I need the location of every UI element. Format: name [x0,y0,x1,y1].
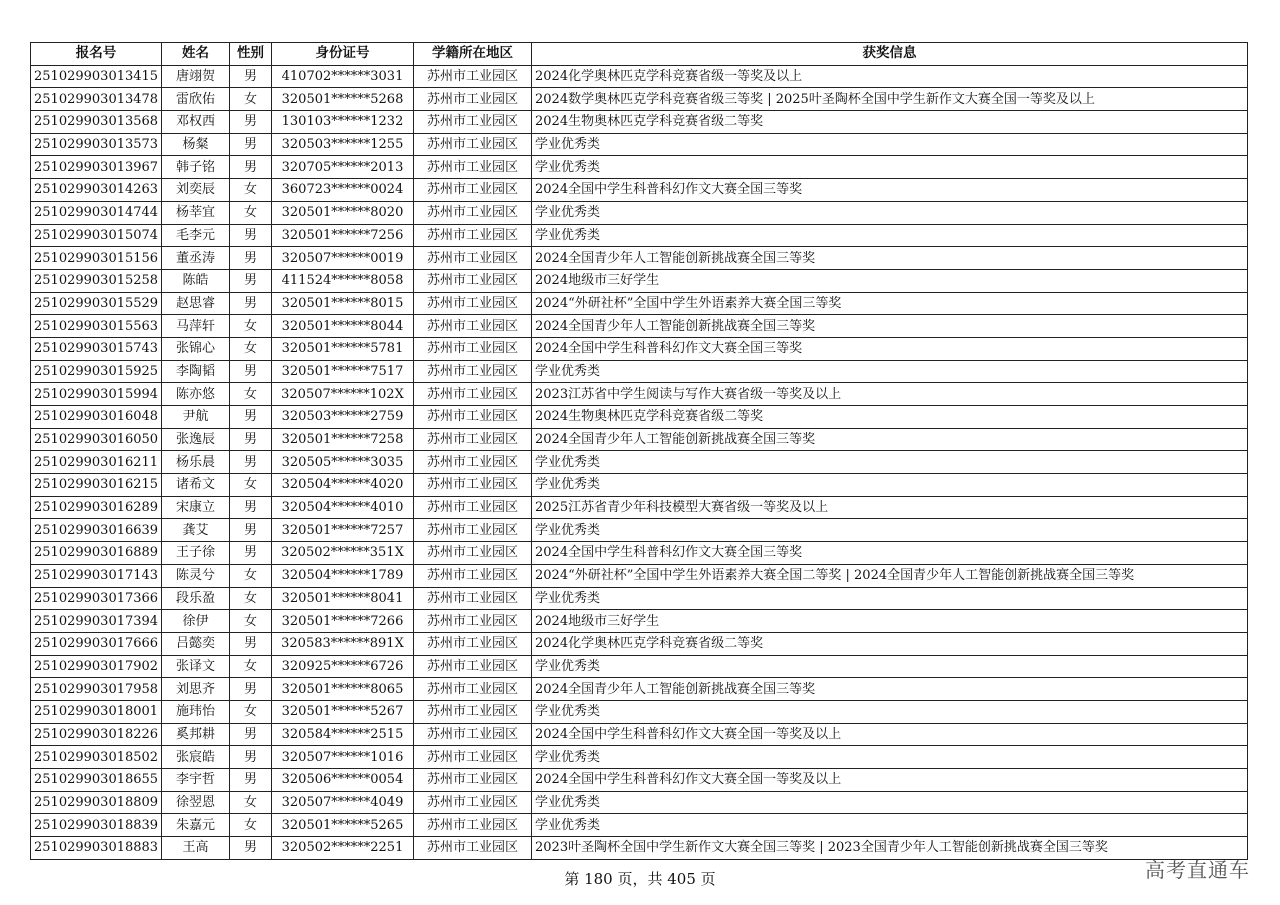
table-row [31,655,1248,678]
cell-region: 苏州市工业园区 [414,201,532,224]
page-number: 第 180 页，共 405 页 [564,870,716,888]
cell-name: 刘奕辰 [162,179,230,202]
table-row [31,247,1248,270]
cell-name: 诸希文 [162,474,230,497]
table-row [31,723,1248,746]
table-row [31,610,1248,633]
cell-name: 施玮怡 [162,700,230,723]
cell-name: 杨粲 [162,133,230,156]
cell-gender: 男 [230,65,272,88]
table-row [31,224,1248,247]
col-header-registration-no: 报名号 [31,43,162,66]
cell-gender: 男 [230,133,272,156]
cell-gender: 女 [230,383,272,406]
cell-awards: 2024“外研社杯”全国中学生外语素养大赛全国二等奖 | 2024全国青少年人工智能创新挑战赛全国三等奖 [532,564,1248,587]
cell-name: 王子徐 [162,542,230,565]
cell-gender: 男 [230,360,272,383]
cell-awards: 2024全国中学生科普科幻作文大赛全国一等奖及以上 [532,769,1248,792]
awards-table [30,42,1248,860]
watermark: 高考直通车 [1145,858,1250,882]
cell-registration-no: 251029903015743 [31,337,162,360]
cell-gender: 男 [230,723,272,746]
cell-name: 徐翌恩 [162,791,230,814]
cell-name: 赵思睿 [162,292,230,315]
cell-id-number: 320504******4020 [272,474,414,497]
cell-gender: 女 [230,315,272,338]
table-row [31,769,1248,792]
cell-registration-no: 251029903016050 [31,428,162,451]
table-row [31,428,1248,451]
cell-id-number: 320507******1016 [272,746,414,769]
cell-awards: 学业优秀类 [532,156,1248,179]
cell-id-number: 320501******7517 [272,360,414,383]
cell-awards: 2024化学奥林匹克学科竞赛省级二等奖 [532,632,1248,655]
cell-awards: 学业优秀类 [532,474,1248,497]
cell-awards: 学业优秀类 [532,519,1248,542]
cell-awards: 2025江苏省青少年科技模型大赛省级一等奖及以上 [532,496,1248,519]
col-header-awards: 获奖信息 [532,43,1248,66]
cell-region: 苏州市工业园区 [414,542,532,565]
cell-registration-no: 251029903015925 [31,360,162,383]
cell-region: 苏州市工业园区 [414,88,532,111]
cell-name: 马萍轩 [162,315,230,338]
cell-registration-no: 251029903017666 [31,632,162,655]
cell-awards: 学业优秀类 [532,133,1248,156]
cell-awards: 2024数学奥林匹克学科竞赛省级三等奖 | 2025叶圣陶杯全国中学生新作文大赛全国一等奖及以上 [532,88,1248,111]
cell-region: 苏州市工业园区 [414,814,532,837]
cell-awards: 学业优秀类 [532,360,1248,383]
cell-registration-no: 251029903017902 [31,655,162,678]
cell-awards: 2023叶圣陶杯全国中学生新作文大赛全国三等奖 | 2023全国青少年人工智能创新挑战赛全国三等奖 [532,837,1248,860]
cell-region: 苏州市工业园区 [414,360,532,383]
cell-name: 朱嘉元 [162,814,230,837]
cell-id-number: 320705******2013 [272,156,414,179]
cell-registration-no: 251029903017958 [31,678,162,701]
cell-id-number: 320505******3035 [272,451,414,474]
cell-id-number: 411524******8058 [272,269,414,292]
cell-region: 苏州市工业园区 [414,587,532,610]
cell-awards: 2024生物奥林匹克学科竞赛省级二等奖 [532,111,1248,134]
cell-registration-no: 251029903018001 [31,700,162,723]
table-row [31,111,1248,134]
cell-region: 苏州市工业园区 [414,837,532,860]
cell-awards: 学业优秀类 [532,201,1248,224]
cell-id-number: 320501******7258 [272,428,414,451]
table-row [31,292,1248,315]
col-header-gender: 性别 [230,43,272,66]
cell-name: 刘思齐 [162,678,230,701]
table-row [31,700,1248,723]
cell-id-number: 320503******2759 [272,406,414,429]
cell-registration-no: 251029903016211 [31,451,162,474]
cell-registration-no: 251029903018655 [31,769,162,792]
cell-id-number: 320502******351X [272,542,414,565]
cell-id-number: 320504******4010 [272,496,414,519]
cell-awards: 2024“外研社杯”全国中学生外语素养大赛全国三等奖 [532,292,1248,315]
table-row [31,837,1248,860]
table-row [31,88,1248,111]
cell-awards: 2024全国青少年人工智能创新挑战赛全国三等奖 [532,678,1248,701]
cell-region: 苏州市工业园区 [414,610,532,633]
col-header-name: 姓名 [162,43,230,66]
cell-name: 张译文 [162,655,230,678]
cell-gender: 男 [230,542,272,565]
cell-gender: 女 [230,655,272,678]
cell-region: 苏州市工业园区 [414,451,532,474]
table-row [31,133,1248,156]
cell-gender: 男 [230,769,272,792]
cell-registration-no: 251029903016889 [31,542,162,565]
cell-id-number: 320501******5267 [272,700,414,723]
cell-id-number: 410702******3031 [272,65,414,88]
cell-gender: 女 [230,474,272,497]
table-row [31,746,1248,769]
cell-region: 苏州市工业园区 [414,337,532,360]
cell-gender: 男 [230,837,272,860]
cell-region: 苏州市工业园区 [414,269,532,292]
table-row [31,179,1248,202]
table-row [31,360,1248,383]
cell-registration-no: 251029903018809 [31,791,162,814]
cell-region: 苏州市工业园区 [414,746,532,769]
cell-registration-no: 251029903017143 [31,564,162,587]
cell-registration-no: 251029903015529 [31,292,162,315]
cell-name: 龚艾 [162,519,230,542]
cell-region: 苏州市工业园区 [414,655,532,678]
cell-name: 杨乐晨 [162,451,230,474]
cell-region: 苏州市工业园区 [414,723,532,746]
cell-awards: 学业优秀类 [532,746,1248,769]
cell-awards: 学业优秀类 [532,700,1248,723]
table-row [31,632,1248,655]
cell-gender: 男 [230,632,272,655]
cell-registration-no: 251029903013478 [31,88,162,111]
table-row [31,65,1248,88]
cell-id-number: 320507******0019 [272,247,414,270]
cell-gender: 女 [230,587,272,610]
cell-registration-no: 251029903013573 [31,133,162,156]
cell-name: 韩子铭 [162,156,230,179]
cell-name: 尹航 [162,406,230,429]
cell-name: 吕懿奕 [162,632,230,655]
cell-registration-no: 251029903016639 [31,519,162,542]
cell-awards: 学业优秀类 [532,587,1248,610]
table-row [31,315,1248,338]
table-row [31,269,1248,292]
cell-gender: 女 [230,201,272,224]
cell-registration-no: 251029903016215 [31,474,162,497]
cell-name: 宋康立 [162,496,230,519]
cell-region: 苏州市工业园区 [414,769,532,792]
cell-awards: 2024全国中学生科普科幻作文大赛全国一等奖及以上 [532,723,1248,746]
cell-registration-no: 251029903015258 [31,269,162,292]
cell-awards: 2024全国青少年人工智能创新挑战赛全国三等奖 [532,428,1248,451]
cell-name: 陈亦悠 [162,383,230,406]
cell-awards: 学业优秀类 [532,655,1248,678]
cell-id-number: 320501******5781 [272,337,414,360]
cell-name: 陈灵兮 [162,564,230,587]
cell-region: 苏州市工业园区 [414,496,532,519]
cell-registration-no: 251029903014744 [31,201,162,224]
cell-region: 苏州市工业园区 [414,428,532,451]
cell-gender: 男 [230,269,272,292]
cell-region: 苏州市工业园区 [414,383,532,406]
cell-name: 陈皓 [162,269,230,292]
table-row [31,156,1248,179]
cell-awards: 2024生物奥林匹克学科竞赛省级二等奖 [532,406,1248,429]
cell-registration-no: 251029903015074 [31,224,162,247]
cell-registration-no: 251029903015994 [31,383,162,406]
cell-registration-no: 251029903017366 [31,587,162,610]
cell-id-number: 320507******102X [272,383,414,406]
cell-awards: 2024全国中学生科普科幻作文大赛全国三等奖 [532,542,1248,565]
cell-region: 苏州市工业园区 [414,179,532,202]
cell-gender: 女 [230,791,272,814]
cell-gender: 女 [230,610,272,633]
cell-awards: 2024全国青少年人工智能创新挑战赛全国三等奖 [532,315,1248,338]
cell-name: 杨莘宜 [162,201,230,224]
cell-name: 奚邦耕 [162,723,230,746]
cell-region: 苏州市工业园区 [414,632,532,655]
cell-registration-no: 251029903013967 [31,156,162,179]
cell-name: 李宇哲 [162,769,230,792]
cell-id-number: 130103******1232 [272,111,414,134]
cell-registration-no: 251029903018839 [31,814,162,837]
cell-region: 苏州市工业园区 [414,111,532,134]
cell-awards: 2024地级市三好学生 [532,269,1248,292]
col-header-region: 学籍所在地区 [414,43,532,66]
cell-gender: 男 [230,224,272,247]
cell-name: 雷欣佑 [162,88,230,111]
cell-region: 苏州市工业园区 [414,678,532,701]
cell-gender: 男 [230,111,272,134]
cell-name: 唐翊贺 [162,65,230,88]
table-row [31,474,1248,497]
cell-name: 张逸辰 [162,428,230,451]
cell-id-number: 320501******8015 [272,292,414,315]
cell-id-number: 320501******7266 [272,610,414,633]
cell-region: 苏州市工业园区 [414,247,532,270]
table-row [31,564,1248,587]
cell-gender: 男 [230,247,272,270]
cell-region: 苏州市工业园区 [414,406,532,429]
cell-id-number: 320584******2515 [272,723,414,746]
table-row [31,587,1248,610]
table-row [31,337,1248,360]
cell-region: 苏州市工业园区 [414,519,532,542]
cell-id-number: 320501******5265 [272,814,414,837]
cell-name: 邓权西 [162,111,230,134]
cell-awards: 2024化学奥林匹克学科竞赛省级一等奖及以上 [532,65,1248,88]
header-row [31,43,1248,66]
cell-id-number: 320503******1255 [272,133,414,156]
cell-id-number: 320501******8020 [272,201,414,224]
table-row [31,542,1248,565]
cell-gender: 男 [230,678,272,701]
cell-region: 苏州市工业园区 [414,65,532,88]
cell-region: 苏州市工业园区 [414,315,532,338]
cell-gender: 男 [230,519,272,542]
cell-awards: 2024地级市三好学生 [532,610,1248,633]
cell-name: 王高 [162,837,230,860]
cell-id-number: 360723******0024 [272,179,414,202]
cell-region: 苏州市工业园区 [414,224,532,247]
cell-registration-no: 251029903015563 [31,315,162,338]
cell-registration-no: 251029903014263 [31,179,162,202]
cell-awards: 学业优秀类 [532,814,1248,837]
cell-registration-no: 251029903013568 [31,111,162,134]
cell-registration-no: 251029903016048 [31,406,162,429]
cell-awards: 2024全国中学生科普科幻作文大赛全国三等奖 [532,179,1248,202]
cell-id-number: 320502******2251 [272,837,414,860]
cell-id-number: 320501******8065 [272,678,414,701]
cell-awards: 2024全国青少年人工智能创新挑战赛全国三等奖 [532,247,1248,270]
cell-name: 李陶韬 [162,360,230,383]
cell-registration-no: 251029903016289 [31,496,162,519]
cell-region: 苏州市工业园区 [414,156,532,179]
cell-name: 毛李元 [162,224,230,247]
table-row [31,496,1248,519]
cell-id-number: 320507******4049 [272,791,414,814]
cell-region: 苏州市工业园区 [414,292,532,315]
cell-awards: 2023江苏省中学生阅读与写作大赛省级一等奖及以上 [532,383,1248,406]
table-row [31,406,1248,429]
cell-name: 张锦心 [162,337,230,360]
cell-gender: 男 [230,428,272,451]
cell-region: 苏州市工业园区 [414,133,532,156]
table-row [31,201,1248,224]
cell-gender: 女 [230,814,272,837]
cell-gender: 女 [230,179,272,202]
cell-region: 苏州市工业园区 [414,474,532,497]
cell-id-number: 320501******5268 [272,88,414,111]
cell-id-number: 320506******0054 [272,769,414,792]
table-row [31,814,1248,837]
table-body [31,65,1248,859]
cell-name: 董丞涛 [162,247,230,270]
cell-id-number: 320501******8041 [272,587,414,610]
cell-awards: 2024全国中学生科普科幻作文大赛全国三等奖 [532,337,1248,360]
cell-name: 张宸皓 [162,746,230,769]
cell-gender: 男 [230,451,272,474]
cell-gender: 女 [230,564,272,587]
cell-gender: 男 [230,496,272,519]
cell-id-number: 320925******6726 [272,655,414,678]
col-header-id-number: 身份证号 [272,43,414,66]
cell-gender: 女 [230,88,272,111]
cell-registration-no: 251029903013415 [31,65,162,88]
cell-gender: 男 [230,156,272,179]
cell-gender: 男 [230,292,272,315]
table-row [31,519,1248,542]
table-row [31,383,1248,406]
cell-awards: 学业优秀类 [532,224,1248,247]
cell-registration-no: 251029903017394 [31,610,162,633]
table-row [31,451,1248,474]
cell-region: 苏州市工业园区 [414,700,532,723]
cell-registration-no: 251029903018883 [31,837,162,860]
cell-id-number: 320501******7256 [272,224,414,247]
cell-registration-no: 251029903018226 [31,723,162,746]
cell-registration-no: 251029903018502 [31,746,162,769]
cell-gender: 男 [230,406,272,429]
cell-id-number: 320504******1789 [272,564,414,587]
cell-name: 徐伊 [162,610,230,633]
cell-gender: 女 [230,700,272,723]
cell-id-number: 320501******7257 [272,519,414,542]
cell-awards: 学业优秀类 [532,791,1248,814]
cell-region: 苏州市工业园区 [414,791,532,814]
cell-name: 段乐盈 [162,587,230,610]
cell-awards: 学业优秀类 [532,451,1248,474]
table-row [31,678,1248,701]
table-row [31,791,1248,814]
cell-registration-no: 251029903015156 [31,247,162,270]
cell-gender: 女 [230,337,272,360]
cell-id-number: 320501******8044 [272,315,414,338]
cell-region: 苏州市工业园区 [414,564,532,587]
cell-id-number: 320583******891X [272,632,414,655]
cell-gender: 男 [230,746,272,769]
